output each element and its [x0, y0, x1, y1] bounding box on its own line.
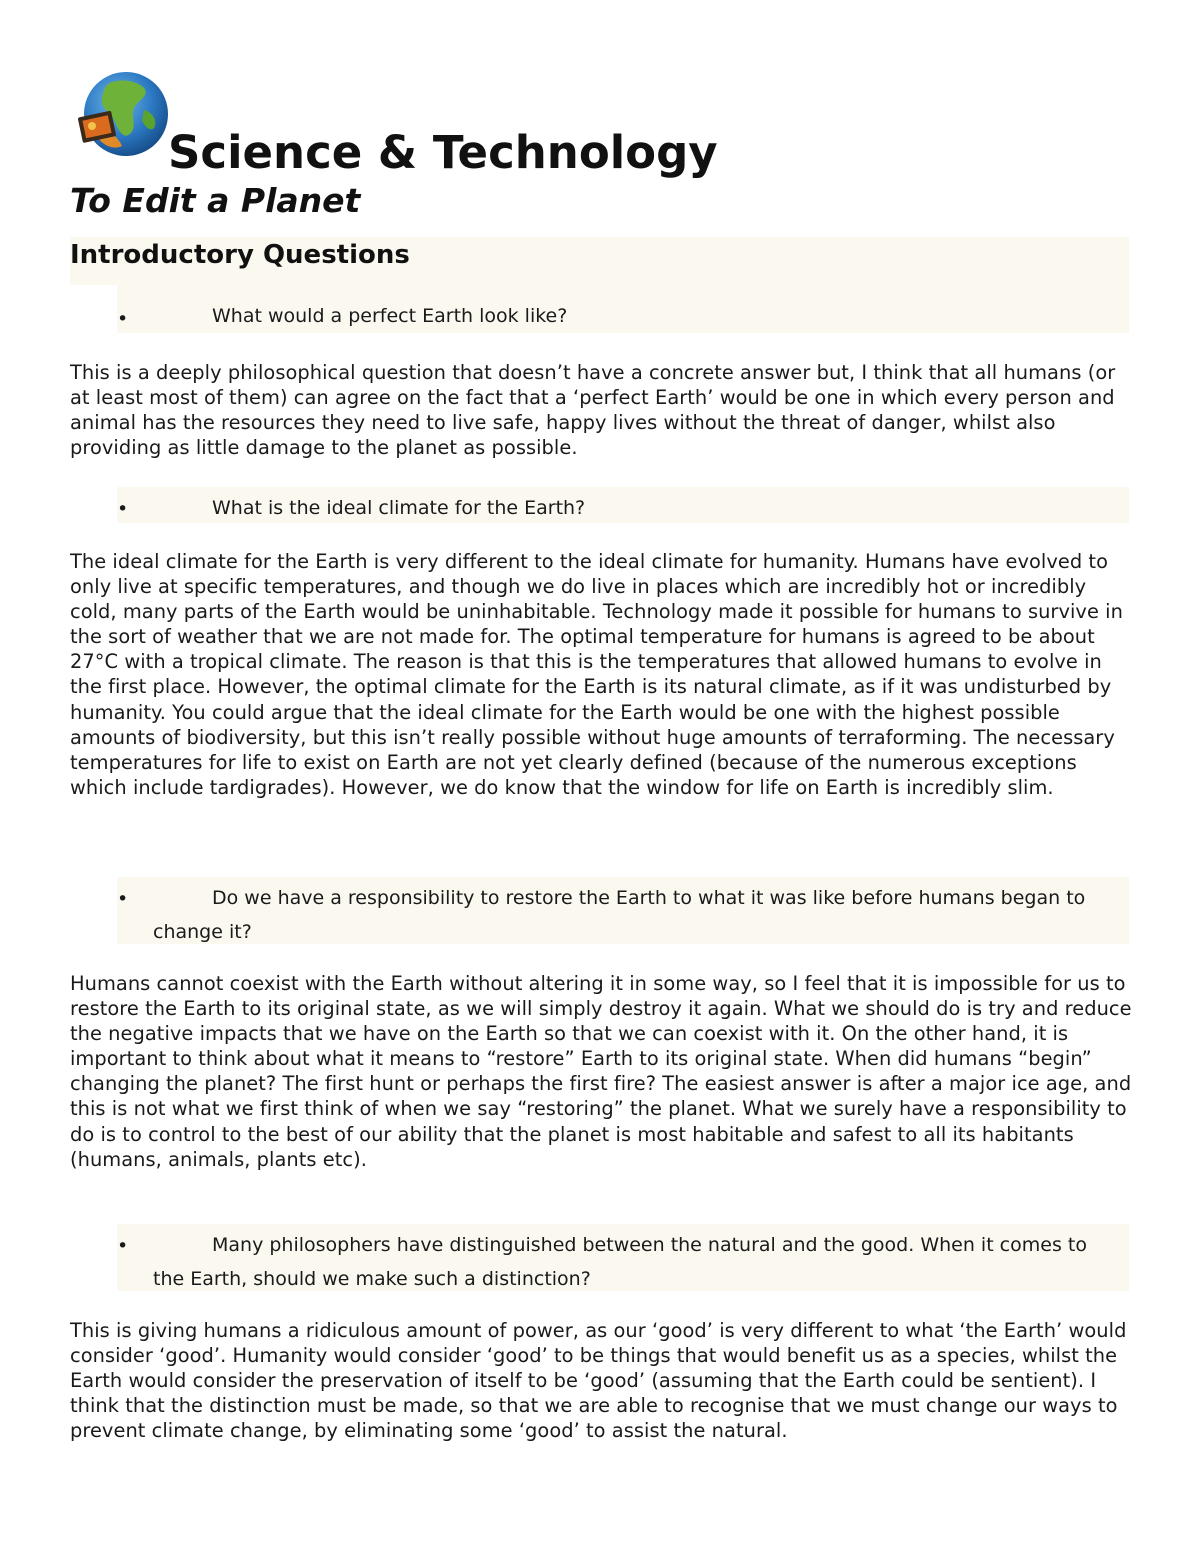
answer-paragraph: This is a deeply philosophical question that doesn’t have a concrete answer but, I think that all humans (or at least most of them) can agree on the fact that a ‘perfect Earth’ would be one in which every person and animal has the resources they need to live safe, happy lives without the threat of danger, whilst also providing as little damage to the planet as possible.	[70, 361, 1116, 460]
globe-logo-icon	[78, 70, 170, 160]
question-item	[117, 285, 1129, 333]
question-text: Do we have a responsibility to restore the Earth to what it was like before humans began to change it?	[153, 887, 1086, 943]
bullet-icon: •	[117, 308, 129, 330]
answer-paragraph: Humans cannot coexist with the Earth without altering it in some way, so I feel that it is impossible for us to restore the Earth to its original state, as we will simply destroy it again. What we should do is try and reduce the negative impacts that we have on the Earth so that we can coexist with it. On the other hand, it is important to think about what it means to “restore” Earth to its original state. When did humans “begin” changing the planet? The first hunt or perhaps the first fire? The easiest answer is after a major ice age, and this is not what we first think of when we say “restoring” the planet. What we surely have a responsibility to do is to control to the best of our ability that the planet is most habitable and safest to all its habitants (humans, animals, plants etc).	[70, 972, 1132, 1171]
bullet-icon: •	[117, 888, 129, 910]
question-item	[117, 877, 1129, 944]
question-item	[117, 487, 1129, 523]
question-item	[117, 1224, 1129, 1291]
answer-paragraph: The ideal climate for the Earth is very different to the ideal climate for humanity. Humans have evolved to only live at specific temperatures, and though we do live in places which are incredibly hot or incredibly cold, many parts of the Earth would be uninhabitable. Technology made it possible for humans to survive in the sort of weather that we are not made for. The optimal temperature for humans is agreed to be about 27°C with a tropical climate. The reason is that this is the temperatures that allowed humans to evolve in the first place. However, the optimal climate for the Earth is its natural climate, as if it was undisturbed by humanity. You could argue that the ideal climate for the Earth would be one with the highest possible amounts of biodiversity, but this isn’t really possible without huge amounts of terraforming. The necessary temperatures for life to exist on Earth are not yet clearly defined (because of the numerous exceptions which include tardigrades). However, we do know that the window for life on Earth is incredibly slim.	[70, 550, 1123, 799]
question-text: Many philosophers have distinguished between the natural and the good. When it comes to the Earth, should we make such a distinction?	[153, 1234, 1087, 1290]
answer-paragraph: This is giving humans a ridiculous amount of power, as our ‘good’ is very different to what ‘the Earth’ would consider ‘good’. Humanity would consider ‘good’ to be things that would benefit us as a species, whilst the Earth would consider the preservation of itself to be ‘good’ (assuming that the Earth could be sentient). I think that the distinction must be made, so that we are able to recognise that we must change our ways to prevent climate change, by eliminating some ‘good’ to assist the natural.	[70, 1319, 1127, 1443]
section-heading: Introductory Questions	[70, 240, 410, 270]
bullet-icon: •	[117, 1235, 129, 1257]
bullet-icon: •	[117, 498, 129, 520]
question-text: What is the ideal climate for the Earth?	[212, 497, 586, 519]
document-title: Science & Technology	[168, 126, 718, 179]
document-subtitle: To Edit a Planet	[70, 181, 361, 220]
question-text: What would a perfect Earth look like?	[212, 305, 568, 327]
